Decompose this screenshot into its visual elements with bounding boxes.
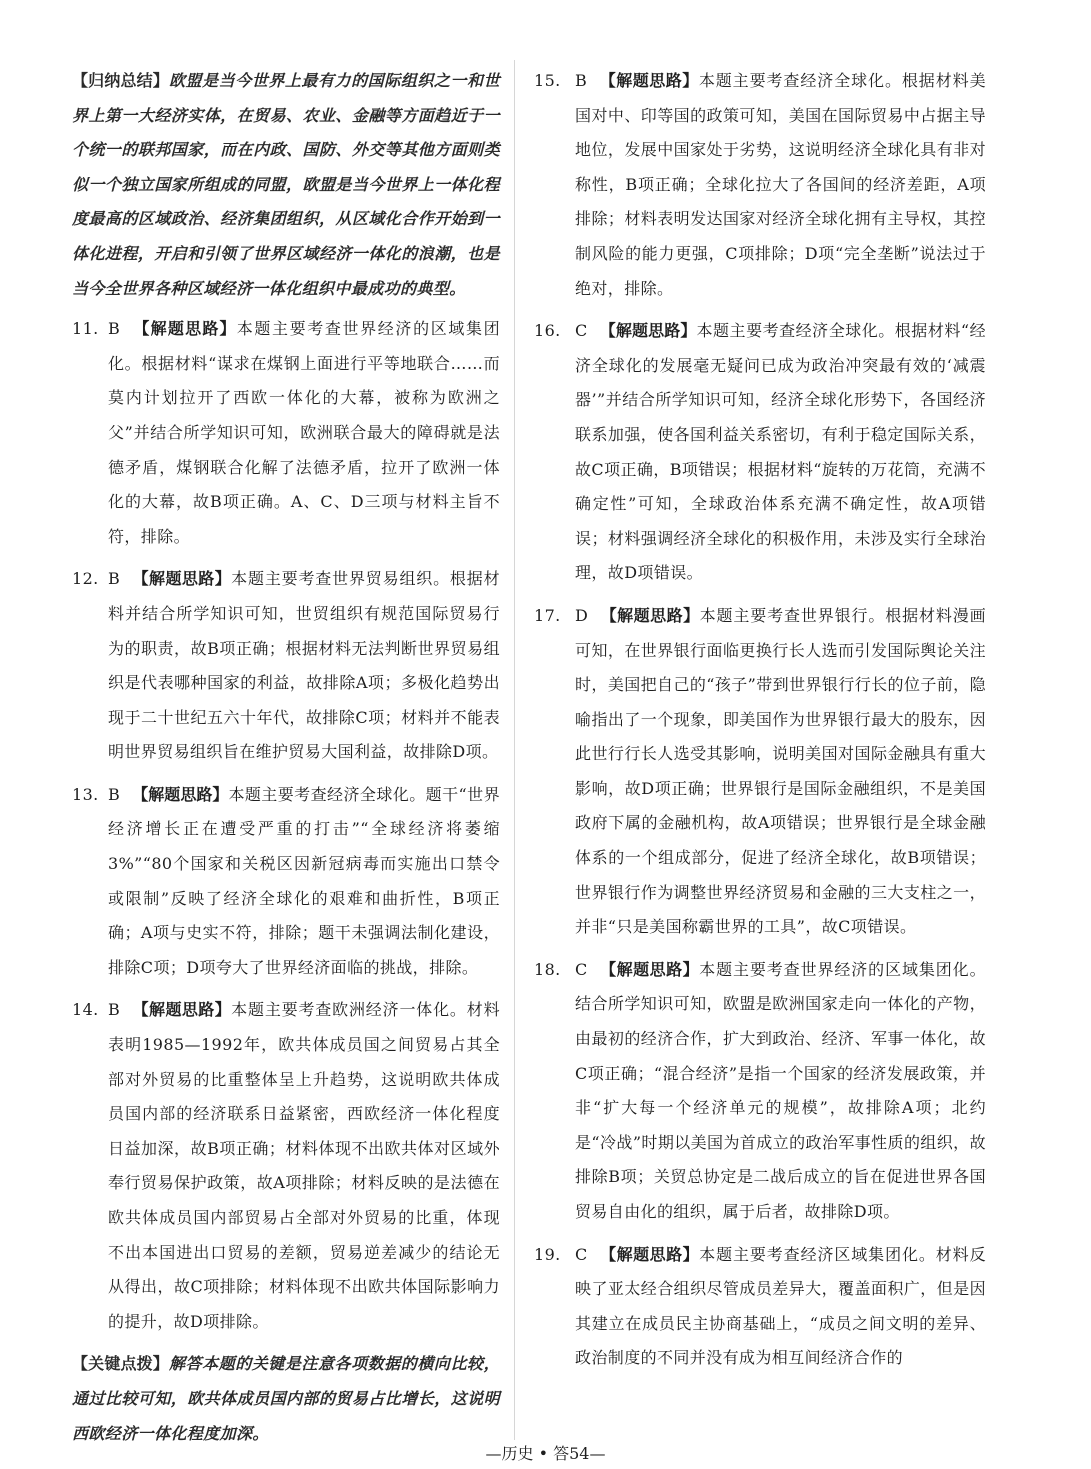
analysis-text: 本题主要考查世界经济的区域集团化。根据材料“谋求在煤钢上面进行平等地联合……而莫内计划拉开了西欧一体化的大幕，被称为欧洲之父”并结合所学知识可知，欧洲联合最大的障碍就是法德矛盾，煤钢联合化解了法德矛盾，拉开了欧洲一体化的大幕，故B项正确。A、C、D三项与材料主旨不符，排除。 — [108, 319, 500, 546]
question-11 — [72, 312, 500, 554]
question-number: 16. — [534, 321, 561, 341]
summary-tag: 【归纳总结】 — [72, 71, 169, 90]
answer-letter: C — [575, 959, 588, 979]
analysis-tag: 【解题思路】 — [132, 569, 232, 589]
analysis-tag: 【解题思路】 — [599, 1244, 700, 1264]
question-number: 13. — [72, 784, 99, 804]
analysis-tag: 【解题思路】 — [599, 71, 699, 90]
analysis-tag: 【解题思路】 — [599, 321, 697, 341]
question-number: 14. — [72, 1000, 99, 1020]
analysis-tag: 【解题思路】 — [132, 784, 229, 804]
right-column — [534, 64, 986, 1384]
left-column — [72, 64, 500, 1451]
analysis-tag: 【解题思路】 — [132, 319, 237, 339]
analysis-text: 本题主要考查世界贸易组织。根据材料并结合所学知识可知，世贸组织有规范国际贸易行为的职责，故B项正确；根据材料无法判断世界贸易组织是代表哪种国家的利益，故排除A项；多极化趋势出现于二十世纪五六十年代，故排除C项；材料并不能表明世界贸易组织旨在维护贸易大国利益，故排除D项。 — [108, 569, 500, 762]
analysis-tag: 【解题思路】 — [600, 605, 700, 625]
answer-letter: C — [575, 321, 588, 341]
analysis-tag: 【解题思路】 — [599, 959, 700, 979]
analysis-text: 本题主要考查经济区域集团化。材料反映了亚太经合组织尽管成员差异大，覆盖面积广，但是因其建立在成员民主协商基础上，“成员之间文明的差异、政治制度的不同并没有成为相互间经济合作的 — [575, 1244, 986, 1368]
tip-tag: 【关键点拨】 — [72, 1354, 169, 1374]
summary-text: 欧盟是当今世界上最有力的国际组织之一和世界上第一大经济实体，在贸易、农业、金融等方面趋近于一个统一的联邦国家，而在内政、国防、外交等其他方面则类似一个独立国家所组成的同盟，欧盟是当今世界上一体化程度最高的区域政治、经济集团组织，从区域化合作开始到一体化进程，开启和引领了世界区域经济一体化的浪潮，也是当今全世界各种区域经济一体化组织中最成功的典型。 — [72, 71, 500, 298]
question-12 — [72, 562, 500, 770]
analysis-text: 本题主要考查经济全球化。根据材料“经济全球化的发展毫无疑问已成为政治冲突最有效的‘减震器’”并结合所学知识可知，经济全球化形势下，各国经济联系加强，使各国利益关系密切，有利于稳定国际关系，故C项正确，B项错误；根据材料“旋转的万花筒，充满不确定性”可知，全球政治体系充满不确定性，故A项错误；材料强调经济全球化的积极作用，未涉及实行全球治理，故D项错误。 — [575, 321, 986, 583]
analysis-text: 本题主要考查世界银行。根据材料漫画可知，在世界银行面临更换行长人选而引发国际舆论关注时，美国把自己的“孩子”带到世界银行行长的位子前，隐喻指出了一个现象，即美国作为世界银行最大的股东，因此世行行长人选受其影响，说明美国对国际金融具有重大影响，故D项正确；世界银行是国际金融组织，不是美国政府下属的金融机构，故A项错误；世界银行是全球金融体系的一个组成部分，促进了经济全球化，故B项错误；世界银行作为调整世界经济贸易和金融的三大支柱之一，并非“只是美国称霸世界的工具”，故C项错误。 — [575, 605, 986, 937]
question-13 — [72, 778, 500, 986]
tip-note — [72, 1347, 500, 1451]
analysis-text: 本题主要考查欧洲经济一体化。材料表明1985—1992年，欧共体成员国之间贸易占其全部对外贸易的比重整体呈上升趋势，这说明欧共体成员国内部的经济联系日益紧密，西欧经济一体化程度日益加深，故B项正确；材料体现不出欧共体对区域外奉行贸易保护政策，故A项排除；材料反映的是法德在欧共体成员国内部贸易占全部对外贸易的比重，体现不出本国进出口贸易的差额，贸易逆差减少的结论无从得出，故C项排除；材料体现不出欧共体国际影响力的提升，故D项排除。 — [108, 1000, 500, 1331]
question-14 — [72, 993, 500, 1339]
tip-text: 解答本题的关键是注意各项数据的横向比较，通过比较可知，欧共体成员国内部的贸易占比增长，这说明西欧经济一体化程度加深。 — [72, 1354, 500, 1443]
analysis-text: 本题主要考查经济全球化。根据材料美国对中、印等国的政策可知，美国在国际贸易中占据主导地位，发展中国家处于劣势，这说明经济全球化具有非对称性，B项正确；全球化拉大了各国间的经济差距，A项排除；材料表明发达国家对经济全球化拥有主导权，其控制风险的能力更强，C项排除；D项“完全垄断”说法过于绝对，排除。 — [575, 71, 986, 298]
question-16 — [534, 314, 986, 591]
answer-letter: C — [575, 1244, 588, 1264]
question-19 — [534, 1238, 986, 1376]
question-number: 12. — [72, 569, 99, 589]
question-18 — [534, 953, 986, 1230]
page-footer: —历史 • 答54— — [485, 1444, 606, 1463]
answer-letter: B — [575, 71, 588, 90]
question-15 — [534, 64, 986, 306]
answer-letter: B — [108, 319, 121, 339]
answer-letter: B — [108, 569, 121, 589]
answer-letter: B — [108, 1000, 121, 1020]
answer-letter: D — [575, 605, 589, 625]
column-divider — [514, 60, 515, 1440]
question-number: 11. — [72, 319, 99, 339]
question-number: 18. — [534, 959, 561, 979]
question-number: 17. — [534, 605, 561, 625]
question-number: 15. — [534, 71, 561, 90]
summary-note — [72, 64, 500, 306]
analysis-text: 本题主要考查世界经济的区域集团化。结合所学知识可知，欧盟是欧洲国家走向一体化的产物，由最初的经济合作，扩大到政治、经济、军事一体化，故C项正确；“混合经济”是指一个国家的经济发展政策，并非“扩大每一个经济单元的规模”，故排除A项；北约是“冷战”时期以美国为首成立的政治军事性质的组织，故排除B项；关贸总协定是二战后成立的旨在促进世界各国贸易自由化的组织，属于后者，故排除D项。 — [575, 959, 986, 1221]
analysis-tag: 【解题思路】 — [132, 1000, 232, 1020]
analysis-text: 本题主要考查经济全球化。题干“世界经济增长正在遭受严重的打击”“全球经济将萎缩3%”“80个国家和关税区因新冠病毒而实施出口禁令或限制”反映了经济全球化的艰难和曲折性，B项正确；A项与史实不符，排除；题干未强调法制化建设，排除C项；D项夸大了世界经济面临的挑战，排除。 — [108, 784, 500, 977]
question-number: 19. — [534, 1244, 561, 1264]
answer-letter: B — [108, 784, 121, 804]
question-17 — [534, 599, 986, 945]
